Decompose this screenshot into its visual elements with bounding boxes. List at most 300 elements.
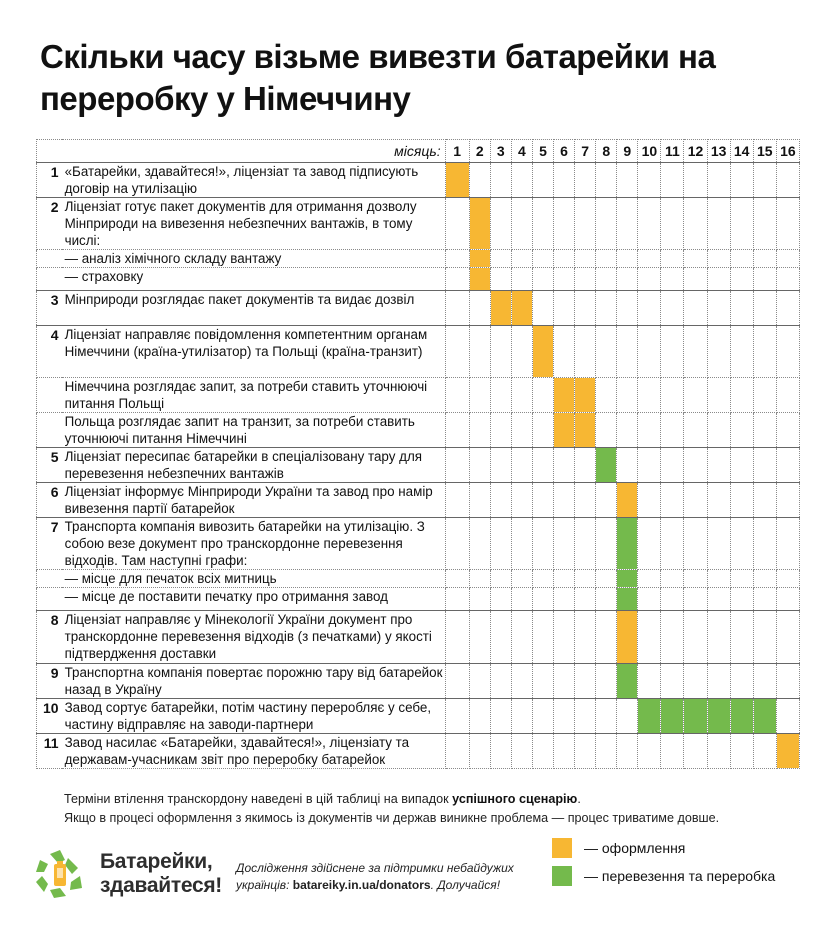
month-cell xyxy=(469,377,490,412)
month-cell xyxy=(753,250,776,268)
month-tick-label: 6 xyxy=(554,140,575,163)
legend-swatch-transport xyxy=(552,866,572,886)
month-cell xyxy=(469,163,490,198)
task-row xyxy=(37,291,800,325)
task-label: Завод насилає «Батарейки, здавайтеся!», ліцензіату та державам-учасникам звіт про переробку батарейок xyxy=(62,733,446,768)
task-label: Ліцензіат направляє у Мінекології України документ про транскордонне перевезення відходів (з печатками) у якості підтвердження доставки xyxy=(62,611,446,663)
month-cell xyxy=(554,588,575,611)
research-note: Дослідження здійснене за підтримки небайдужих українців: batareiky.in.ua/donators. Долучайся! xyxy=(236,861,514,892)
month-cell xyxy=(617,733,638,768)
task-bar-segment xyxy=(684,698,707,733)
month-cell xyxy=(707,163,730,198)
month-cell xyxy=(753,291,776,325)
month-cell xyxy=(575,291,596,325)
task-number xyxy=(37,570,62,588)
task-label: Транспорта компанія вивозить батарейки на утилізацію. З собою везе документ про транскордонне перевезення відходів. Там наступні графи: xyxy=(62,518,446,570)
month-cell xyxy=(638,483,661,518)
month-cell xyxy=(707,412,730,447)
month-cell xyxy=(617,198,638,250)
month-cell xyxy=(684,588,707,611)
month-cell xyxy=(445,198,469,250)
month-tick-label: 11 xyxy=(661,140,684,163)
month-cell xyxy=(638,268,661,291)
task-row xyxy=(37,733,800,768)
month-cell xyxy=(707,570,730,588)
month-cell xyxy=(445,611,469,663)
month-cell xyxy=(707,447,730,482)
month-cell xyxy=(707,733,730,768)
month-cell xyxy=(730,325,753,377)
month-cell xyxy=(469,733,490,768)
month-tick-label: 14 xyxy=(730,140,753,163)
month-tick-label: 7 xyxy=(575,140,596,163)
month-cell xyxy=(532,663,553,698)
month-cell xyxy=(511,733,532,768)
month-tick-label: 16 xyxy=(776,140,799,163)
month-tick-label: 12 xyxy=(684,140,707,163)
task-row xyxy=(37,611,800,663)
month-cell xyxy=(532,611,553,663)
month-cell xyxy=(469,518,490,570)
month-cell xyxy=(511,588,532,611)
task-bar-segment xyxy=(469,198,490,250)
month-cell xyxy=(469,325,490,377)
month-cell xyxy=(684,325,707,377)
month-cell xyxy=(554,198,575,250)
task-number: 3 xyxy=(37,291,62,325)
month-cell xyxy=(684,733,707,768)
month-cell xyxy=(753,663,776,698)
month-cell xyxy=(596,412,617,447)
task-bar-segment xyxy=(730,698,753,733)
month-tick-label: 15 xyxy=(753,140,776,163)
month-cell xyxy=(445,663,469,698)
task-bar-segment xyxy=(469,250,490,268)
month-cell xyxy=(445,268,469,291)
month-cell xyxy=(596,483,617,518)
month-cell xyxy=(532,698,553,733)
footnote-line-1: Терміни втілення транскордону наведені в цій таблиці на випадок успішного сценарію. xyxy=(64,792,581,806)
donate-link[interactable]: batareiky.in.ua/donators xyxy=(292,878,431,892)
month-cell xyxy=(469,291,490,325)
task-label: Завод сортує батарейки, потім частину переробляє у себе, частину відправляє на заводи-партнери xyxy=(62,698,446,733)
task-bar-segment xyxy=(490,291,511,325)
month-tick-label: 2 xyxy=(469,140,490,163)
month-cell xyxy=(753,163,776,198)
month-cell xyxy=(684,570,707,588)
task-bar-segment xyxy=(707,698,730,733)
month-cell xyxy=(575,483,596,518)
month-cell xyxy=(730,447,753,482)
month-cell xyxy=(554,325,575,377)
task-row xyxy=(37,570,800,588)
month-cell xyxy=(511,377,532,412)
month-cell xyxy=(532,412,553,447)
month-cell xyxy=(554,611,575,663)
month-cell xyxy=(776,268,799,291)
month-cell xyxy=(596,198,617,250)
task-number: 6 xyxy=(37,483,62,518)
month-cell xyxy=(511,483,532,518)
task-bar-segment xyxy=(469,268,490,291)
month-cell xyxy=(596,163,617,198)
month-cell xyxy=(684,163,707,198)
month-cell xyxy=(661,733,684,768)
month-cell xyxy=(707,377,730,412)
month-cell xyxy=(575,250,596,268)
task-label: — місце де поставити печатку про отримання завод xyxy=(62,588,446,611)
month-cell xyxy=(661,163,684,198)
month-cell xyxy=(776,291,799,325)
month-cell xyxy=(445,412,469,447)
task-row xyxy=(37,268,800,291)
task-label: Ліцензіат інформує Мінприроди України та завод про намір вивезення партії батарейок xyxy=(62,483,446,518)
month-cell xyxy=(684,518,707,570)
task-bar-segment xyxy=(596,447,617,482)
month-cell xyxy=(596,291,617,325)
task-row xyxy=(37,663,800,698)
task-number xyxy=(37,250,62,268)
month-cell xyxy=(575,268,596,291)
task-row xyxy=(37,163,800,198)
month-cell xyxy=(753,588,776,611)
month-cell xyxy=(575,518,596,570)
legend-label-transport: — перевезення та переробка xyxy=(584,868,776,884)
month-cell xyxy=(617,412,638,447)
month-tick-label: 13 xyxy=(707,140,730,163)
month-cell xyxy=(511,663,532,698)
task-label: Транспортна компанія повертає порожню тару від батарейок назад в Україну xyxy=(62,663,446,698)
month-cell xyxy=(511,250,532,268)
month-cell xyxy=(445,518,469,570)
month-cell xyxy=(511,518,532,570)
month-cell xyxy=(511,198,532,250)
month-cell xyxy=(753,377,776,412)
task-bar-segment xyxy=(554,412,575,447)
task-row xyxy=(37,483,800,518)
task-number: 7 xyxy=(37,518,62,570)
month-cell xyxy=(684,198,707,250)
task-label: — страховку xyxy=(62,268,446,291)
month-cell xyxy=(661,198,684,250)
month-cell xyxy=(661,291,684,325)
task-number xyxy=(37,412,62,447)
task-number: 10 xyxy=(37,698,62,733)
month-cell xyxy=(707,268,730,291)
month-cell xyxy=(617,250,638,268)
month-tick-label: 5 xyxy=(532,140,553,163)
month-cell xyxy=(575,611,596,663)
month-cell xyxy=(490,733,511,768)
task-label: Польща розглядає запит на транзит, за потреби ставить уточнюючі питання Німеччині xyxy=(62,412,446,447)
month-cell xyxy=(730,250,753,268)
task-row xyxy=(37,412,800,447)
month-cell xyxy=(490,250,511,268)
month-cell xyxy=(707,325,730,377)
task-bar-segment xyxy=(445,163,469,198)
month-cell xyxy=(445,377,469,412)
month-cell xyxy=(753,518,776,570)
month-cell xyxy=(776,698,799,733)
month-cell xyxy=(554,483,575,518)
month-tick-label: 9 xyxy=(617,140,638,163)
month-cell xyxy=(638,663,661,698)
month-cell xyxy=(511,611,532,663)
task-row xyxy=(37,518,800,570)
month-cell xyxy=(511,268,532,291)
month-cell xyxy=(661,663,684,698)
page-title: Скільки часу візьме вивезти батарейки на переробку у Німеччину xyxy=(40,38,716,117)
month-cell xyxy=(596,325,617,377)
legend-swatch-docs xyxy=(552,838,572,858)
month-cell xyxy=(730,198,753,250)
month-cell xyxy=(445,733,469,768)
month-cell xyxy=(617,268,638,291)
task-row xyxy=(37,250,800,268)
month-cell xyxy=(730,663,753,698)
month-cell xyxy=(490,611,511,663)
month-cell xyxy=(469,412,490,447)
task-number: 2 xyxy=(37,198,62,250)
month-cell xyxy=(532,291,553,325)
month-cell xyxy=(638,611,661,663)
month-cell xyxy=(707,588,730,611)
month-cell xyxy=(753,447,776,482)
month-cell xyxy=(532,377,553,412)
recycle-battery-logo-icon xyxy=(32,848,88,900)
month-cell xyxy=(532,518,553,570)
month-cell xyxy=(661,611,684,663)
task-bar-segment xyxy=(617,518,638,570)
task-bar-segment xyxy=(532,325,553,377)
month-cell xyxy=(684,377,707,412)
month-cell xyxy=(776,518,799,570)
month-cell xyxy=(684,250,707,268)
month-cell xyxy=(684,611,707,663)
month-cell xyxy=(469,663,490,698)
month-cell xyxy=(469,447,490,482)
month-cell xyxy=(684,268,707,291)
month-cell xyxy=(730,291,753,325)
month-cell xyxy=(730,611,753,663)
month-cell xyxy=(554,268,575,291)
task-label: Ліцензіат пересипає батарейки в спеціалізовану тару для перевезення небезпечних вантажів xyxy=(62,447,446,482)
month-cell xyxy=(638,588,661,611)
month-cell xyxy=(617,163,638,198)
month-cell xyxy=(661,588,684,611)
month-tick-label: 10 xyxy=(638,140,661,163)
month-cell xyxy=(776,663,799,698)
month-cell xyxy=(638,518,661,570)
month-cell xyxy=(554,698,575,733)
month-cell xyxy=(617,447,638,482)
gantt-chart xyxy=(36,139,800,769)
month-cell xyxy=(596,663,617,698)
month-cell xyxy=(730,518,753,570)
month-cell xyxy=(661,250,684,268)
month-cell xyxy=(490,377,511,412)
month-cell xyxy=(532,250,553,268)
month-cell xyxy=(445,570,469,588)
task-number: 5 xyxy=(37,447,62,482)
month-cell xyxy=(554,570,575,588)
month-axis-label: місяць: xyxy=(37,140,446,163)
month-cell xyxy=(776,163,799,198)
month-cell xyxy=(617,325,638,377)
legend-label-docs: — оформлення xyxy=(584,840,686,856)
month-cell xyxy=(638,250,661,268)
month-cell xyxy=(707,663,730,698)
month-tick-label: 4 xyxy=(511,140,532,163)
month-cell xyxy=(554,518,575,570)
month-cell xyxy=(575,198,596,250)
month-cell xyxy=(776,198,799,250)
month-cell xyxy=(532,198,553,250)
month-cell xyxy=(707,611,730,663)
month-cell xyxy=(596,250,617,268)
task-bar-segment xyxy=(661,698,684,733)
month-cell xyxy=(490,518,511,570)
month-cell xyxy=(730,163,753,198)
month-cell xyxy=(575,663,596,698)
month-cell xyxy=(575,698,596,733)
month-cell xyxy=(554,733,575,768)
month-cell xyxy=(490,325,511,377)
month-cell xyxy=(596,377,617,412)
month-cell xyxy=(490,570,511,588)
task-bar-segment xyxy=(776,733,799,768)
month-cell xyxy=(661,518,684,570)
month-cell xyxy=(661,447,684,482)
month-cell xyxy=(511,447,532,482)
month-cell xyxy=(776,611,799,663)
task-row xyxy=(37,447,800,482)
month-cell xyxy=(554,291,575,325)
month-cell xyxy=(490,412,511,447)
month-cell xyxy=(730,377,753,412)
task-row xyxy=(37,377,800,412)
task-number: 11 xyxy=(37,733,62,768)
task-label: Німеччина розглядає запит, за потреби ставить уточнюючі питання Польщі xyxy=(62,377,446,412)
task-bar-segment xyxy=(617,611,638,663)
month-cell xyxy=(554,663,575,698)
task-label: — аналіз хімічного складу вантажу xyxy=(62,250,446,268)
month-cell xyxy=(617,698,638,733)
month-cell xyxy=(684,412,707,447)
month-cell xyxy=(445,250,469,268)
month-cell xyxy=(707,291,730,325)
month-cell xyxy=(638,733,661,768)
month-cell xyxy=(511,412,532,447)
month-cell xyxy=(638,198,661,250)
task-bar-segment xyxy=(511,291,532,325)
task-bar-segment xyxy=(617,483,638,518)
month-cell xyxy=(753,570,776,588)
month-cell xyxy=(445,291,469,325)
month-cell xyxy=(490,163,511,198)
task-number: 8 xyxy=(37,611,62,663)
month-cell xyxy=(490,268,511,291)
month-cell xyxy=(596,611,617,663)
task-bar-segment xyxy=(554,377,575,412)
month-cell xyxy=(776,325,799,377)
month-cell xyxy=(776,588,799,611)
month-cell xyxy=(445,325,469,377)
month-cell xyxy=(638,325,661,377)
month-cell xyxy=(661,570,684,588)
month-cell xyxy=(532,588,553,611)
month-cell xyxy=(730,570,753,588)
month-cell xyxy=(575,447,596,482)
month-cell xyxy=(469,570,490,588)
month-cell xyxy=(511,163,532,198)
month-cell xyxy=(511,698,532,733)
month-cell xyxy=(661,377,684,412)
task-bar-segment xyxy=(575,377,596,412)
footnote xyxy=(64,790,794,828)
month-cell xyxy=(511,570,532,588)
task-number xyxy=(37,588,62,611)
month-cell xyxy=(490,698,511,733)
month-cell xyxy=(532,733,553,768)
month-cell xyxy=(490,483,511,518)
month-cell xyxy=(730,483,753,518)
month-cell xyxy=(753,198,776,250)
month-cell xyxy=(638,412,661,447)
month-cell xyxy=(511,325,532,377)
task-row xyxy=(37,698,800,733)
month-cell xyxy=(596,268,617,291)
month-cell xyxy=(532,570,553,588)
task-number: 4 xyxy=(37,325,62,377)
month-cell xyxy=(575,733,596,768)
month-cell xyxy=(596,698,617,733)
task-bar-segment xyxy=(617,570,638,588)
month-cell xyxy=(638,163,661,198)
month-cell xyxy=(469,611,490,663)
month-cell xyxy=(575,570,596,588)
footnote-line-2: Якщо в процесі оформлення з якимось із документів чи держав виникне проблема — процес триватиме довше. xyxy=(64,811,720,825)
month-cell xyxy=(776,250,799,268)
task-label: Ліцензіат готує пакет документів для отримання дозволу Мінприроди на вивезення небезпечних вантажів, в тому числі: xyxy=(62,198,446,250)
month-tick-label: 3 xyxy=(490,140,511,163)
month-cell xyxy=(661,268,684,291)
month-cell xyxy=(532,268,553,291)
month-cell xyxy=(661,412,684,447)
month-cell xyxy=(753,611,776,663)
month-cell xyxy=(638,447,661,482)
month-cell xyxy=(684,663,707,698)
month-cell xyxy=(776,377,799,412)
month-tick-label: 8 xyxy=(596,140,617,163)
month-cell xyxy=(445,588,469,611)
month-cell xyxy=(490,447,511,482)
month-cell xyxy=(661,325,684,377)
task-row xyxy=(37,198,800,250)
month-cell xyxy=(532,483,553,518)
task-number xyxy=(37,268,62,291)
month-cell xyxy=(575,588,596,611)
month-cell xyxy=(753,268,776,291)
month-cell xyxy=(753,412,776,447)
month-cell xyxy=(638,291,661,325)
logo-text: Батарейки, здавайтеся! xyxy=(100,850,222,897)
month-cell xyxy=(707,198,730,250)
month-header-row xyxy=(37,140,800,163)
month-cell xyxy=(730,733,753,768)
task-label: Ліцензіат направляє повідомлення компетентним органам Німеччини (країна-утилізатор) та Польщі (країна-транзит) xyxy=(62,325,446,377)
month-cell xyxy=(575,325,596,377)
